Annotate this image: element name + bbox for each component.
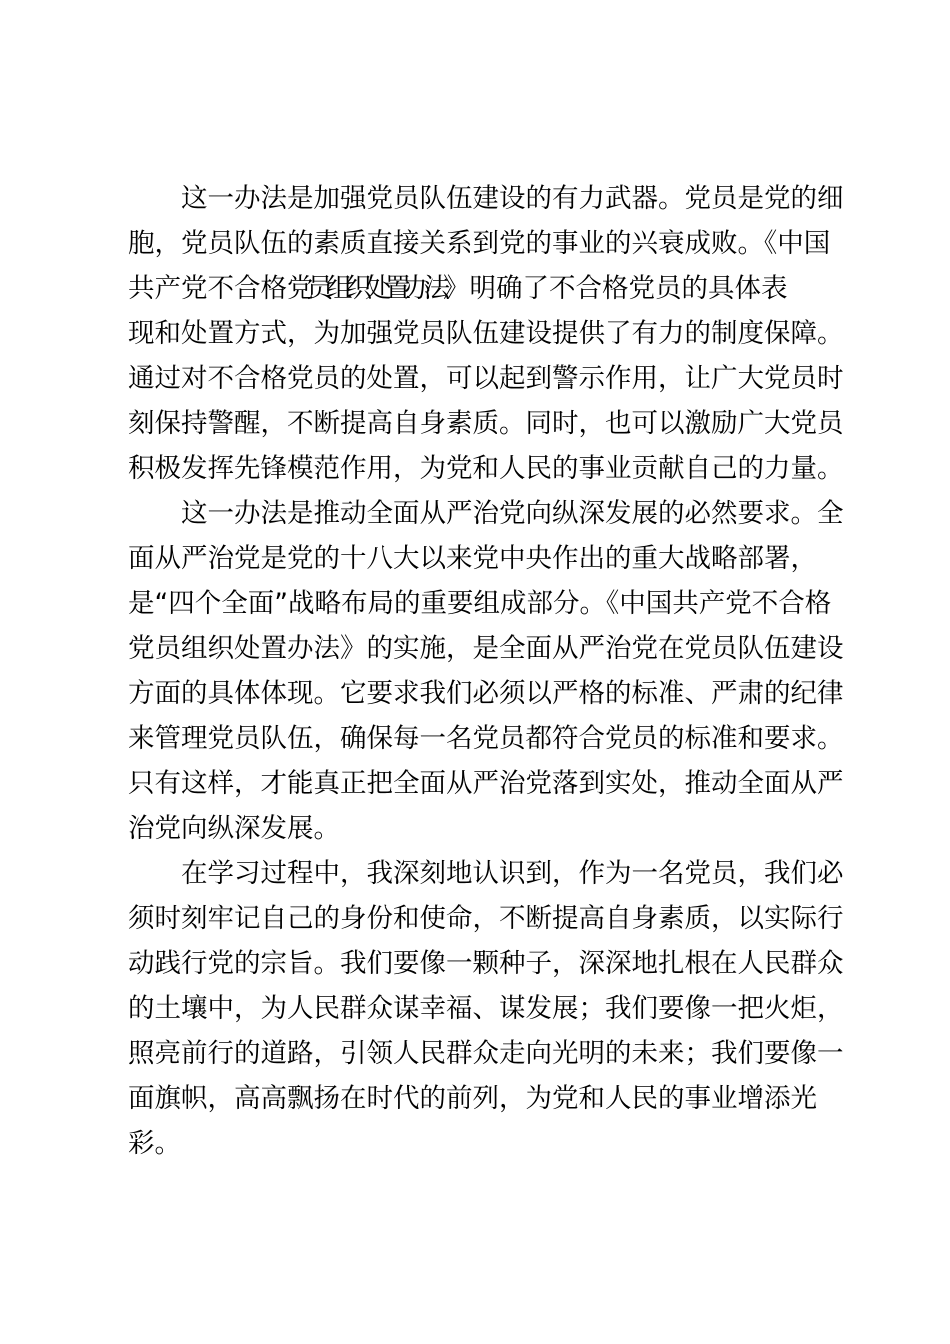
- paragraph-line: 积极发挥先锋模范作用，为党和人民的事业贡献自己的力量。: [128, 453, 844, 484]
- paragraph-line: 党员组织处置办法》的实施，是全面从严治党在党员队伍建设: [128, 633, 844, 664]
- paragraph-line: 动践行党的宗旨。我们要像一颗种子，深深地扎根在人民群众: [128, 948, 844, 979]
- document-body: [128, 176, 844, 1166]
- paragraph-line: 这一办法是推动全面从严治党向纵深发展的必然要求。全: [181, 498, 844, 529]
- paragraph-line: 面从严治党是党的十八大以来党中央作出的重大战略部署，: [128, 543, 817, 574]
- line-text-after: 》明确了不合格党员的具体表: [443, 273, 788, 304]
- paragraph-line: 通过对不合格党员的处置，可以起到警示作用，让广大党员时: [128, 363, 844, 394]
- paragraph-line: 面旗帜，高高飘扬在时代的前列，为党和人民的事业增添光: [128, 1083, 817, 1114]
- paragraph-line: 来管理党员队伍，确保每一名党员都符合党员的标准和要求。: [128, 723, 844, 754]
- paragraph-line: 现和处置方式，为加强党员队伍建设提供了有力的制度保障。: [128, 318, 844, 349]
- paragraph-line: 刻保持警醒，不断提高自身素质。同时，也可以激励广大党员: [128, 408, 844, 439]
- paragraph-line: 这一办法是加强党员队伍建设的有力武器。党员是党的细: [181, 183, 844, 214]
- paragraph-3: [128, 851, 844, 1166]
- paragraph-line: 照亮前行的道路，引领人民群众走向光明的未来；我们要像一: [128, 1038, 844, 1069]
- paragraph-line: 方面的具体体现。它要求我们必须以严格的标准、严肃的纪律: [128, 678, 844, 709]
- paragraph-line: 彩。: [128, 1128, 181, 1159]
- paragraph-line: 的土壤中，为人民群众谋幸福、谋发展；我们要像一把火炬，: [128, 993, 844, 1024]
- line-text-before: 共产党不合格: [128, 273, 287, 304]
- paragraph-line-with-overlap: [128, 266, 822, 311]
- paragraph-line: 须时刻牢记自己的身份和使命，不断提高自身素质，以实际行: [128, 903, 844, 934]
- line-text-overlapped: 党员组织处置办法: [287, 273, 443, 304]
- paragraph-line: 是“四个全面”战略布局的重要组成部分。《中国共产党不合格: [128, 588, 832, 619]
- paragraph-line: 胞，党员队伍的素质直接关系到党的事业的兴衰成败。《中国: [128, 228, 831, 259]
- paragraph-line: 在学习过程中，我深刻地认识到，作为一名党员，我们必: [181, 858, 844, 889]
- paragraph-1: [128, 176, 844, 491]
- paragraph-2: [128, 491, 844, 851]
- paragraph-line: 治党向纵深发展。: [128, 813, 340, 844]
- paragraph-line: 只有这样，才能真正把全面从严治党落到实处，推动全面从严: [128, 768, 844, 799]
